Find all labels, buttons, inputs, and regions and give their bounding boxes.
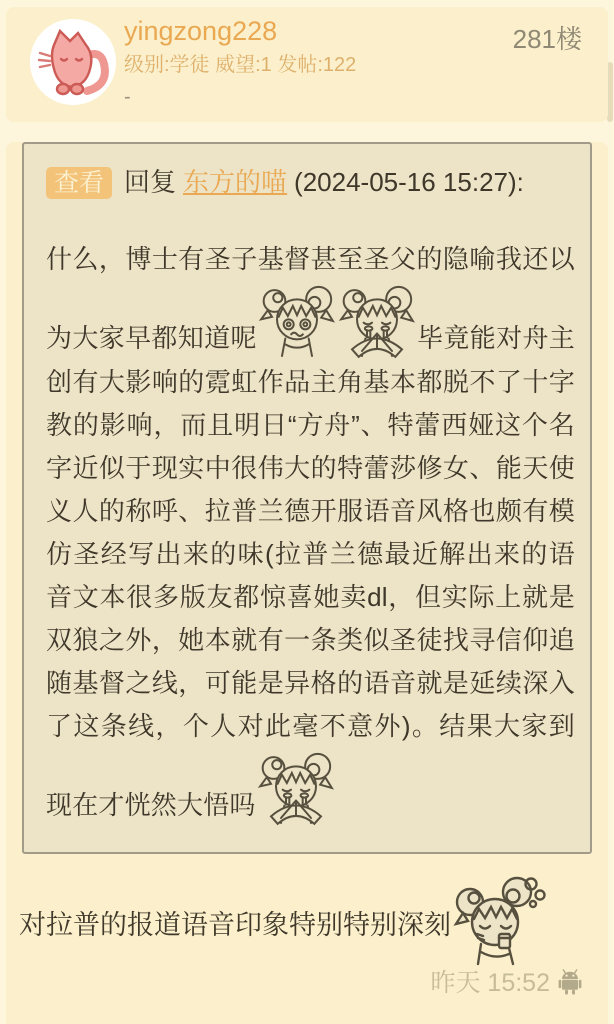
quote-text: [46, 238, 575, 828]
signature-dash: -: [124, 86, 131, 108]
chibi-girl-crying-fan-emote-icon: [256, 748, 336, 828]
chibi-girl-crying-fan-emote-icon: [337, 281, 417, 361]
quote-timestamp: (2024-05-16 15:27):: [294, 167, 524, 197]
view-button[interactable]: 查看: [46, 167, 112, 199]
avatar[interactable]: [30, 19, 116, 105]
quote-header: [46, 164, 575, 200]
post-body: [6, 142, 608, 1024]
quote-block: [22, 142, 592, 854]
username[interactable]: yingzong228: [124, 16, 278, 46]
cat-avatar-icon: [30, 19, 116, 105]
user-block: [124, 15, 356, 107]
user-meta: 级别:学徒 威望:1 发帖:122: [124, 54, 357, 76]
quote-text-part1: 什么，博士有圣子基督甚至圣父的隐喻我还以为大家早都知道呢: [46, 244, 575, 353]
reply-line: [19, 872, 592, 968]
chibi-girl-spiral-eyes-emote-icon: [257, 281, 337, 361]
floor-number: 281楼: [512, 24, 582, 54]
post-time: 昨天 15:52: [430, 969, 550, 997]
chibi-girl-drunk-bubbles-emote-icon: [451, 872, 547, 968]
quote-text-part2: 毕竟能对舟主创有大影响的霓虹作品主角基本都脱不了十字教的影响，而且明日“方舟”、特蕾西娅这个名字近似于现实中很伟大的特蕾莎修女、能天使义人的称呼、拉普兰德开服语音风格也颇有模仿圣经写出来的味(拉普兰德最近解出来的语音文本很多版友都惊喜她卖dl，但实际上就是双狼之外，她本就有一条类似圣徒找寻信仰追随基督之线，可能是异格的语音就是延续深入了这条线，个人对此毫不意外)。结果大家到现在才恍然大悟吗: [46, 323, 575, 820]
reply-label: 回复: [124, 167, 177, 197]
android-robot-icon: [558, 969, 582, 995]
reply-text: 对拉普的报道语音印象特别特别深刻: [19, 910, 451, 940]
post-header: [6, 7, 608, 122]
quoted-user-link[interactable]: 东方的喵: [183, 167, 288, 197]
post-footer: [6, 968, 582, 998]
